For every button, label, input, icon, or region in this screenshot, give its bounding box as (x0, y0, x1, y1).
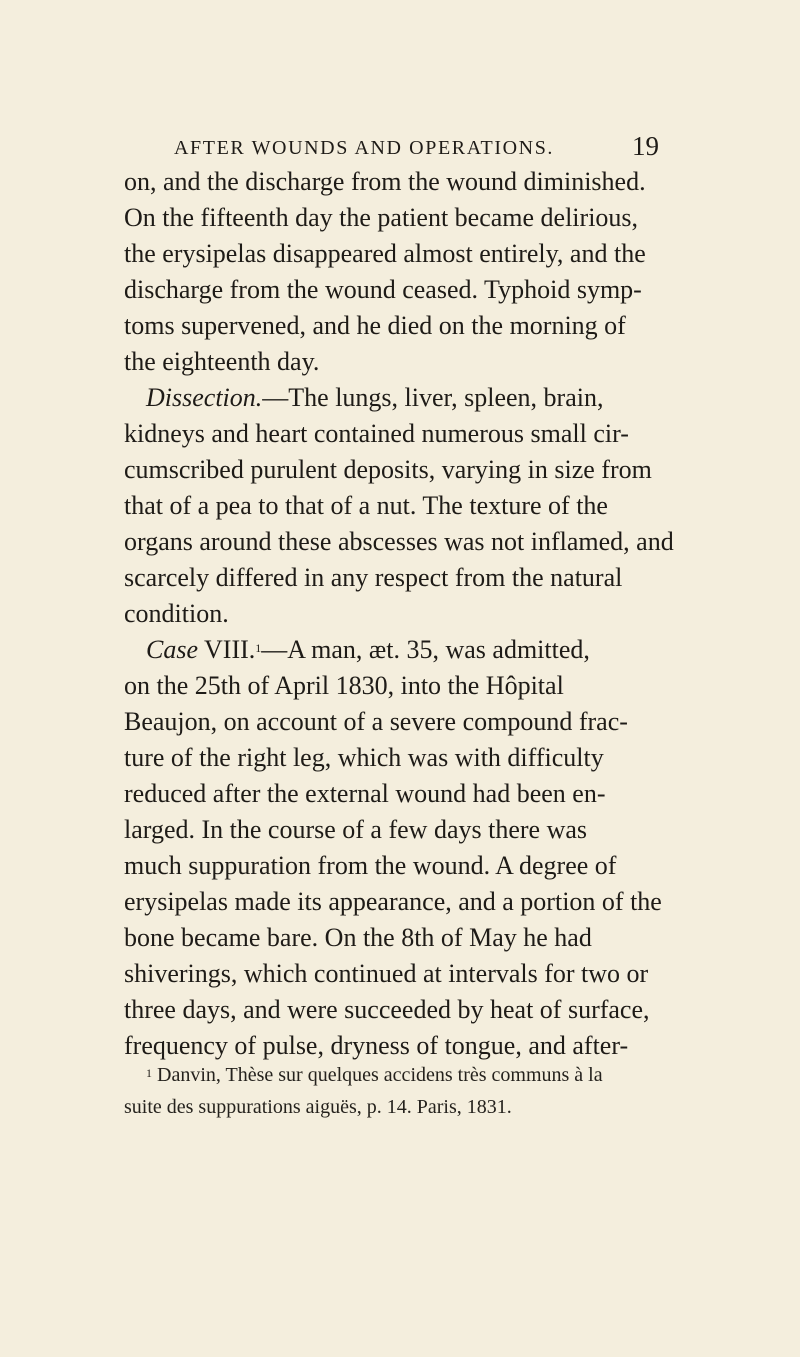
case-lead: Case (146, 635, 198, 664)
footnote-marker: 1 (146, 1066, 152, 1080)
text-line: organs around these abscesses was not inflamed, and (124, 527, 674, 556)
text-line: On the fifteenth day the patient became delirious, (124, 203, 639, 232)
footnote (146, 1061, 603, 1089)
text-line: shiverings, which continued at intervals for two or (124, 959, 649, 988)
text-line: Dissection.—The lungs, liver, spleen, brain, (146, 383, 604, 412)
case-number: VIII. (204, 635, 256, 664)
text-line: condition. (124, 599, 229, 628)
page-number: 19 (632, 131, 659, 161)
text-line: larged. In the course of a few days there was (124, 815, 587, 844)
text-line: erysipelas made its appearance, and a portion of the (124, 887, 662, 916)
text-line: frequency of pulse, dryness of tongue, and after- (124, 1031, 629, 1060)
text-line: on the 25th of April 1830, into the Hôpital (124, 671, 564, 700)
text-line: the erysipelas disappeared almost entirely, and the (124, 239, 646, 268)
text-line: three days, and were succeeded by heat of surface, (124, 995, 650, 1024)
footnote (124, 1093, 512, 1121)
text-line: on, and the discharge from the wound diminished. (124, 167, 646, 196)
text-line: reduced after the external wound had been en- (124, 779, 606, 808)
section-lead: Dissection. (146, 383, 263, 412)
text-line: toms supervened, and he died on the morning of (124, 311, 626, 340)
text-line: kidneys and heart contained numerous small cir- (124, 419, 629, 448)
text-line: the eighteenth day. (124, 347, 320, 376)
text-line: bone became bare. On the 8th of May he had (124, 923, 592, 952)
text-line: much suppuration from the wound. A degree of (124, 851, 617, 880)
text-line: cumscribed purulent deposits, varying in size from (124, 455, 652, 484)
text-line: Beaujon, on account of a severe compound frac- (124, 707, 628, 736)
text-line: ture of the right leg, which was with difficulty (124, 743, 604, 772)
footnote-line: suite des suppurations aiguës, p. 14. Paris, 1831. (124, 1096, 512, 1118)
text-line: scarcely differed in any respect from the natural (124, 563, 623, 592)
running-head: AFTER WOUNDS AND OPERATIONS. (174, 137, 555, 159)
footnote-line: Danvin, Thèse sur quelques accidens très communs à la (157, 1064, 603, 1086)
footnote-marker: 1 (255, 641, 262, 655)
text-line: discharge from the wound ceased. Typhoid symp- (124, 275, 642, 304)
text-line: Case VIII.$^1$—A man, æt. 35, was admitted, (146, 635, 590, 664)
text-line: that of a pea to that of a nut. The texture of the (124, 491, 608, 520)
